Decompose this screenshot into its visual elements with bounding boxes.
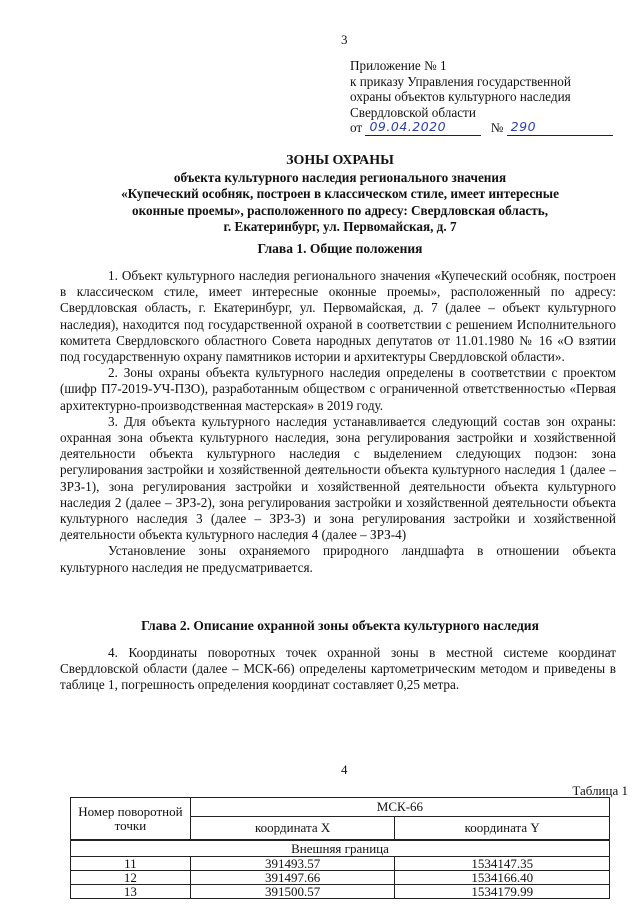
header-system: МСК-66 [190,798,609,817]
table-row [71,857,610,871]
title-line-5: г. Екатеринбург, ул. Первомайская, д. 7 [223,219,457,234]
cell-point: 13 [71,885,191,899]
date-field [365,121,481,136]
title-line-3: «Купеческий особняк, построен в классическом стиле, имеет интересные [121,186,559,201]
handwritten-date: 09.04.2020 [369,119,447,134]
number-label: № [490,120,504,135]
appendix-date-line [350,120,630,136]
page-number-bottom: 4 [341,762,348,777]
paragraph-3: 3. Для объекта культурного наследия устанавливается следующий состав зон охраны: охранная зона объекта культурного наследия, зона регулирования застройки и хозяйственной деятельности объекта культурного наследия с выделением следующих подзон: зона регулирования застройки и хозяйственной деятельности объекта культурного наследия 1 (далее – ЗРЗ-1), зона регулирования застройки и хозяйственной деятельности объекта культурного наследия 2 (далее – ЗРЗ-2), зона регулирования застройки и хозяйственной деятельности объекта культурного наследия 3 (далее – ЗРЗ-3) и зона регулирования застройки и хозяйственной деятельности объекта культурного наследия 4 (далее – ЗРЗ-4) [60,413,616,543]
paragraph-2: 2. Зоны охраны объекта культурного наследия определены в соответствии с проектом (шифр П7-2019-УЧ-ПЗО), разработанным обществом с ограниченной ответственностью «Первая архитектурно-производственная мастерская» в 2019 году. [60,365,616,413]
title-line-4: оконные проемы», расположенного по адресу: Свердловская область, [131,202,549,218]
paragraph-4: Установление зоны охраняемого природного ландшафта в отношении объекта культурного наследия не предусматривается. [60,543,616,575]
paragraph-1: 1. Объект культурного наследия регионального значения «Купеческий особняк, построен в классическом стиле, имеет интересные оконные проемы», расположенный по адресу: Свердловская область, г. Екатеринбург, ул. Первомайская, д. 7 (далее – объект культурного наследия), находится под государственной охраной в соответствии с решением Исполнительного комитета Свердловского областного Совета народных депутатов от 11.01.1980 № 16 «О взятии под государственную охрану памятников истории и архитектуры Свердловской области». [60,268,616,365]
appendix-line-4: Свердловской области [350,104,476,120]
section-label: Внешняя граница [71,840,610,857]
cell-point: 12 [71,871,191,885]
number-field [507,121,613,136]
paragraph-5: 4. Координаты поворотных точек охранной зоны в местной системе координат Свердловской области (далее – МСК-66) определены картометрическим методом и приведены в таблице 1, погрешность определения координат составляет 0,25 метра. [60,645,616,693]
cell-x: 391497.66 [190,871,395,885]
document-title [60,153,620,236]
from-label: от [350,120,363,135]
cell-x: 391493.57 [190,857,395,871]
chapter-2-body [60,645,616,694]
coordinates-table [70,797,610,899]
chapter-2-heading: Глава 2. Описание охранной зоны объекта культурного наследия [141,618,539,633]
cell-y: 1534179.99 [395,885,610,899]
handwritten-number: 290 [510,119,537,134]
title-line-1: ЗОНЫ ОХРАНЫ [286,153,394,168]
table-row [71,885,610,899]
table-section-row [71,840,610,857]
appendix-line-3: охраны объектов культурного наследия [350,89,571,104]
appendix-line-2: к приказу Управления государственной [350,73,571,89]
cell-x: 391500.57 [190,885,395,899]
table-row [71,871,610,885]
header-y: координата Y [395,817,610,841]
cell-y: 1534166.40 [395,871,610,885]
title-line-2: объекта культурного наследия регионального значения [173,169,507,185]
table-caption: Таблица 1 [572,783,628,798]
appendix-header [350,58,630,136]
page-number-top: 3 [341,32,348,47]
header-point-number: Номер поворотной точки [71,798,191,841]
header-x: координата X [190,817,395,841]
table-header-row [71,798,610,817]
chapter-1-body [60,268,616,576]
cell-point: 11 [71,857,191,871]
chapter-1-heading: Глава 1. Общие положения [257,241,423,256]
cell-y: 1534147.35 [395,857,610,871]
appendix-line-1: Приложение № 1 [350,58,447,73]
